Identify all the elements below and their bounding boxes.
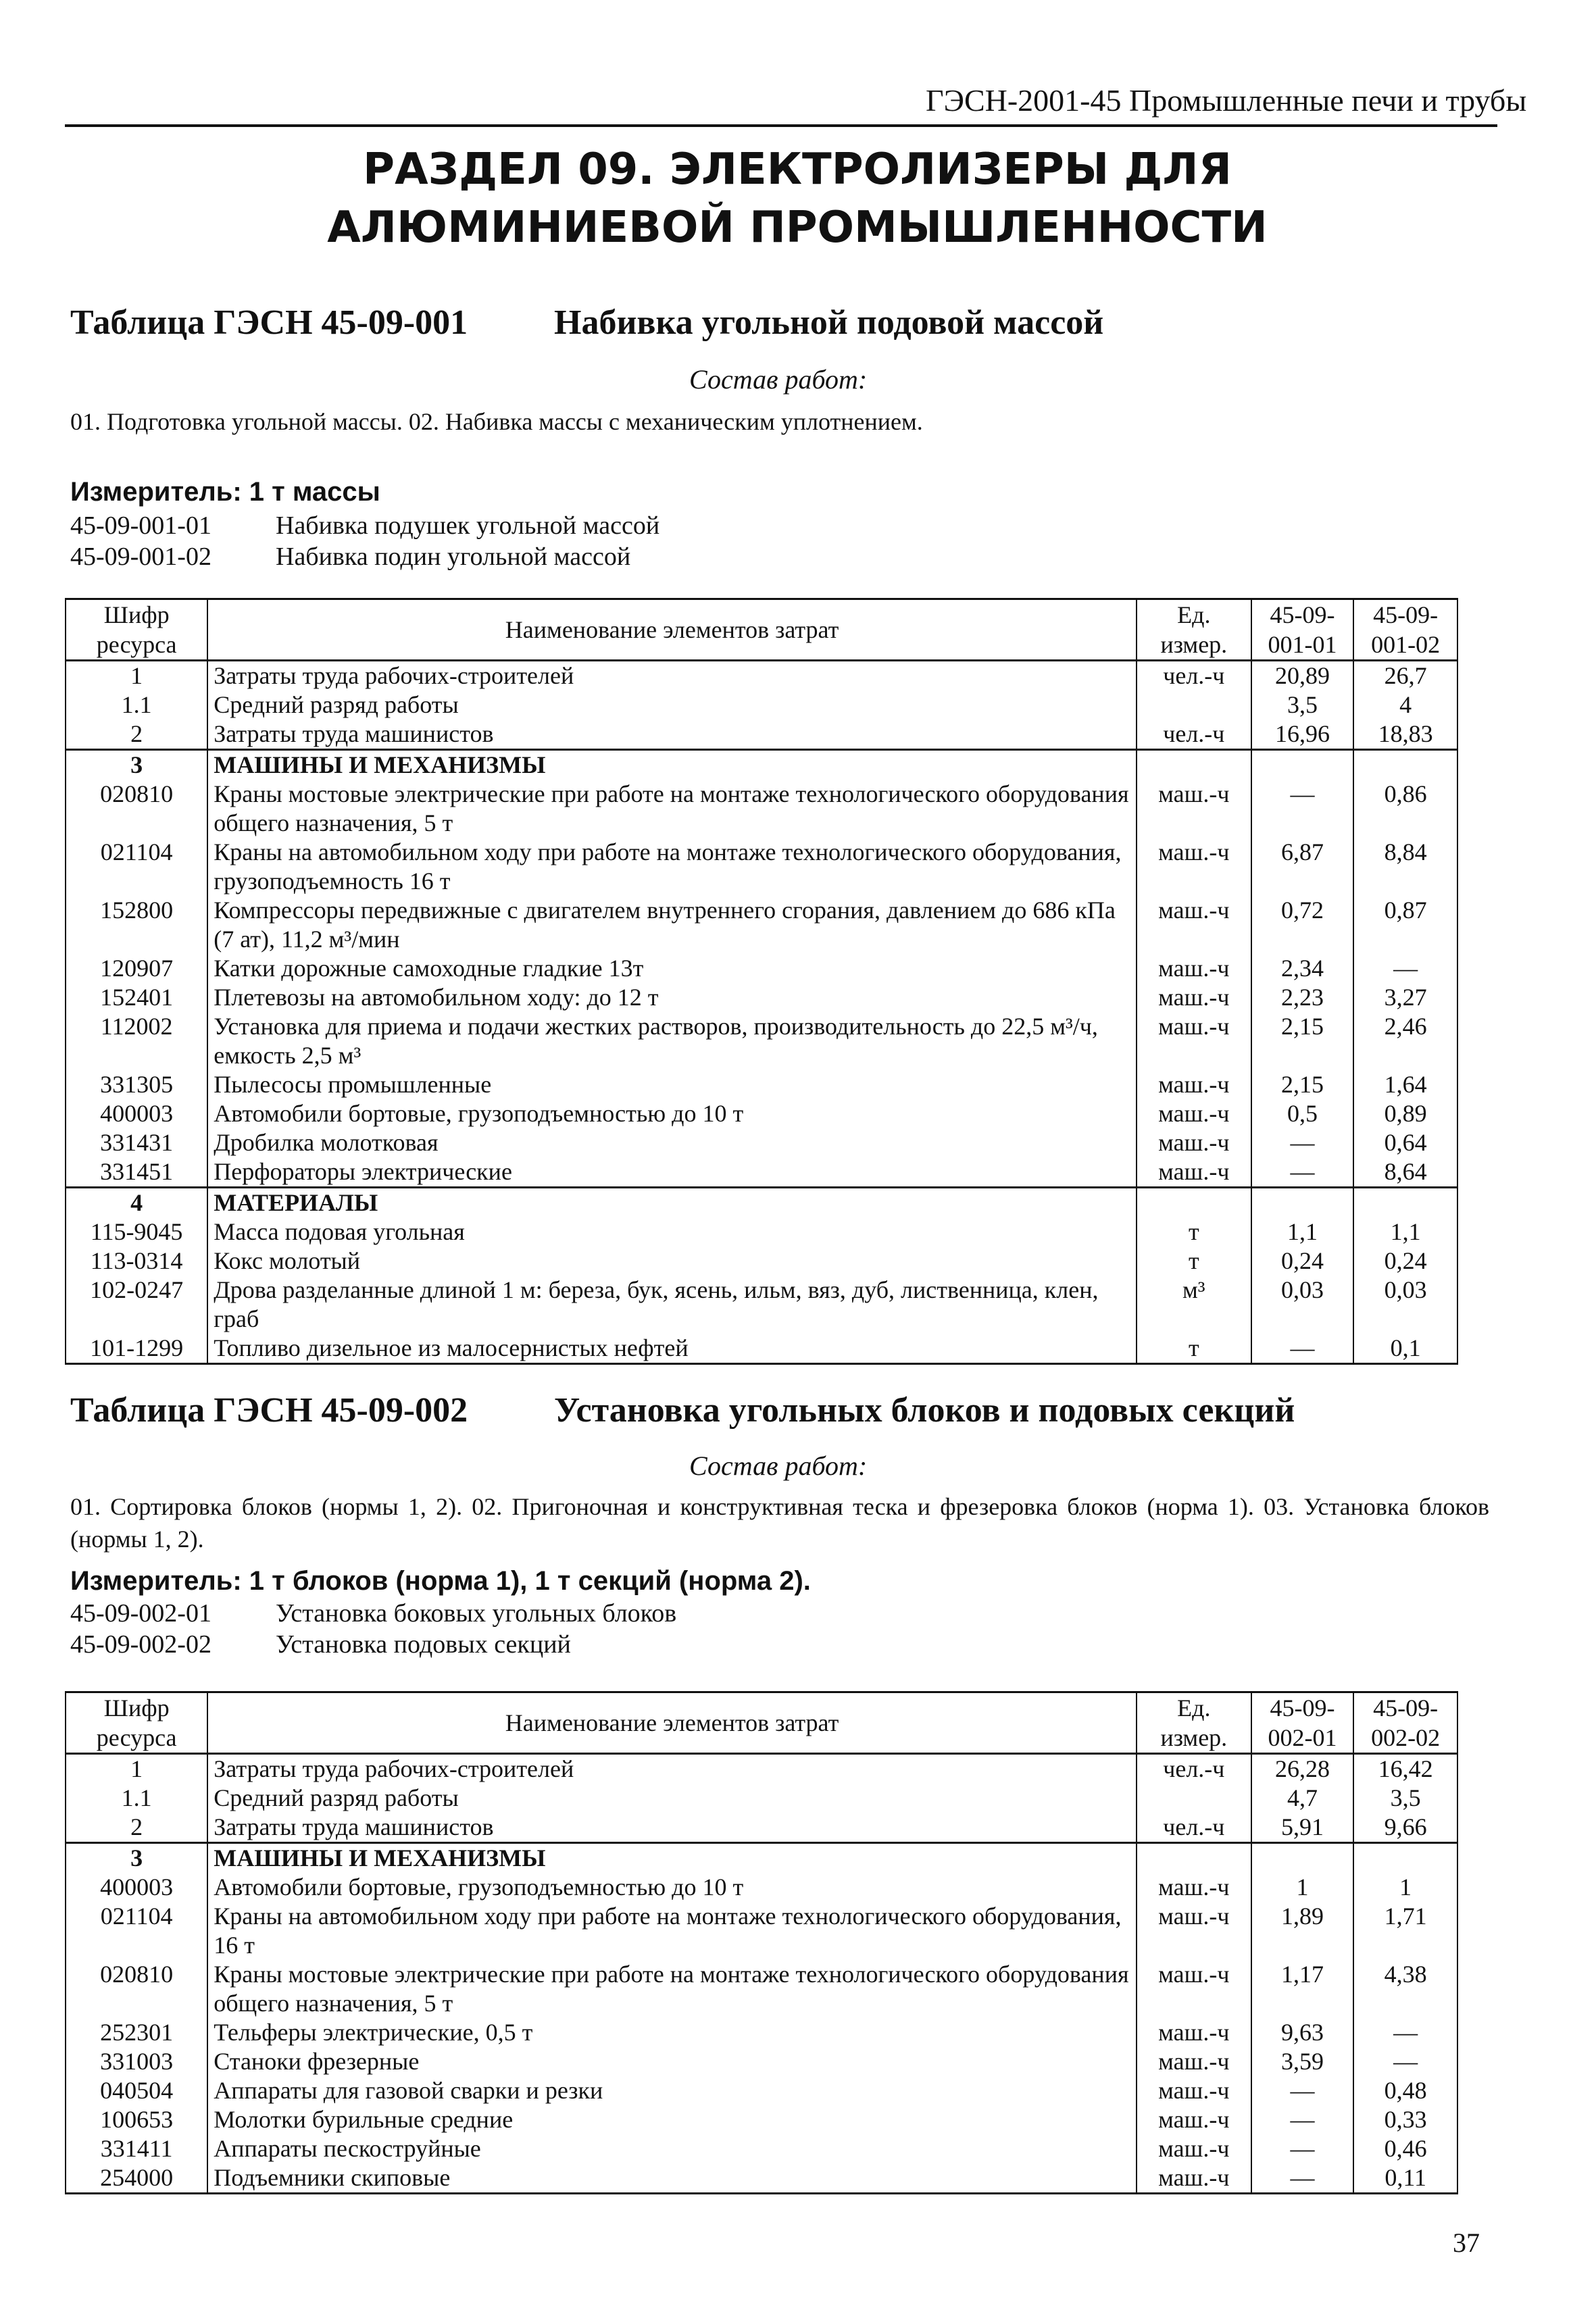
norm-code: 45-09-002-02: [70, 1630, 211, 1659]
table-row: 331305 Пылесосы промышленные маш.-ч 2,15 1,64: [66, 1070, 1457, 1099]
norm-code: 45-09-002-01: [70, 1599, 211, 1628]
table2-composition-label: Состав работ:: [689, 1451, 868, 1481]
table-row-group-machines: 3 МАШИНЫ И МЕХАНИЗМЫ: [66, 1843, 1457, 1873]
table2-code-row-1: [70, 1599, 676, 1628]
table-row: 100653 Молотки бурильные средние маш.-ч — 0,33: [66, 2105, 1457, 2134]
table-row: 101-1299 Топливо дизельное из малосернистых нефтей т — 0,1: [66, 1334, 1457, 1364]
table1-code-row-1: [70, 511, 659, 540]
table-row: 020810 Краны мостовые электрические при работе на монтаже технологического оборудования общего назначения, 5 т маш.-ч 1,17 4,38: [66, 1960, 1457, 2018]
section-title-line-2: АЛЮМИНИЕВОЙ ПРОМЫШЛЕННОСТИ: [327, 203, 1268, 253]
section-title-line-1: РАЗДЕЛ 09. ЭЛЕКТРОЛИЗЕРЫ ДЛЯ: [363, 145, 1232, 195]
table2-unit: Измеритель: 1 т блоков (норма 1), 1 т секций (норма 2).: [70, 1566, 811, 1596]
table1-code-row-2: [70, 542, 630, 572]
table2-code-row-2: [70, 1630, 571, 1659]
table-row: 120907 Катки дорожные самоходные гладкие 13т маш.-ч 2,34 —: [66, 954, 1457, 983]
table1-composition-label: Состав работ:: [689, 364, 868, 395]
table-row: 252301 Тельферы электрические, 0,5 т маш.-ч 9,63 —: [66, 2018, 1457, 2047]
col-header-norm-2: 45-09- 002-02: [1353, 1692, 1457, 1754]
running-header: ГЭСН-2001-45 Промышленные печи и трубы: [926, 83, 1527, 118]
table-row: 2 Затраты труда машинистов чел.-ч 5,91 9,66: [66, 1813, 1457, 1843]
table-row: 021104 Краны на автомобильном ходу при работе на монтаже технологического оборудования, грузоподъемность 16 т маш.-ч 6,87 8,84: [66, 838, 1457, 896]
table-row: 020810 Краны мостовые электрические при работе на монтаже технологического оборудования общего назначения, 5 т маш.-ч — 0,86: [66, 780, 1457, 838]
table-row: 021104 Краны на автомобильном ходу при работе на монтаже технологического оборудования, 16 т маш.-ч 1,89 1,71: [66, 1902, 1457, 1960]
col-header-norm-2: 45-09- 001-02: [1353, 599, 1457, 661]
col-header-unit: Ед. измер.: [1137, 1692, 1251, 1754]
table-header-row: [66, 1692, 1457, 1754]
table1-unit: Измеритель: 1 т массы: [70, 477, 380, 507]
table-row: 254000 Подъемники скиповые маш.-ч — 0,11: [66, 2163, 1457, 2194]
norm-code: 45-09-001-02: [70, 543, 211, 571]
section-title: [81, 141, 1514, 257]
table-row: 2 Затраты труда машинистов чел.-ч 16,96 18,83: [66, 720, 1457, 750]
table-row: 331431 Дробилка молотковая маш.-ч — 0,64: [66, 1128, 1457, 1157]
table2-label: Таблица ГЭСН 45-09-002: [70, 1391, 468, 1430]
norm-code: 45-09-001-01: [70, 511, 211, 540]
table-row: 115-9045 Масса подовая угольная т 1,1 1,1: [66, 1217, 1457, 1247]
table-row: 040504 Аппараты для газовой сварки и резки маш.-ч — 0,48: [66, 2076, 1457, 2105]
table2-grid: [65, 1691, 1458, 2194]
norm-name: Установка боковых угольных блоков: [276, 1599, 677, 1628]
norm-name: Набивка подин угольной массой: [276, 543, 631, 571]
table-row: 400003 Автомобили бортовые, грузоподъемностью до 10 т маш.-ч 0,5 0,89: [66, 1099, 1457, 1128]
table1-name: Набивка угольной подовой массой: [554, 303, 1104, 342]
table1-label: Таблица ГЭСН 45-09-001: [70, 303, 468, 342]
table-row: 152401 Плетевозы на автомобильном ходу: до 12 т маш.-ч 2,23 3,27: [66, 983, 1457, 1012]
table-row: 400003 Автомобили бортовые, грузоподъемностью до 10 т маш.-ч 1 1: [66, 1873, 1457, 1902]
table-row: 113-0314 Кокс молотый т 0,24 0,24: [66, 1247, 1457, 1276]
table2-composition-text: 01. Сортировка блоков (нормы 1, 2). 02. Пригоночная и конструктивная теска и фрезеровка блоков (норма 1). 03. Установка блоков (нормы 1, 2).: [70, 1493, 1489, 1553]
table1-grid: [65, 598, 1458, 1365]
page-number: 37: [1453, 2228, 1480, 2258]
table-row: 112002 Установка для приема и подачи жестких растворов, производительность до 22,5 м³/ч, емкость 2,5 м³ маш.-ч 2,15 2,46: [66, 1012, 1457, 1070]
table-row-group-materials: 4 МАТЕРИАЛЫ: [66, 1188, 1457, 1218]
norm-name: Набивка подушек угольной массой: [276, 511, 660, 540]
table-row: 1.1 Средний разряд работы 4,7 3,5: [66, 1784, 1457, 1813]
col-header-code: Шифр ресурса: [66, 599, 207, 661]
table-row: 1.1 Средний разряд работы 3,5 4: [66, 690, 1457, 720]
table-row: 331451 Перфораторы электрические маш.-ч — 8,64: [66, 1157, 1457, 1188]
table-row: 1 Затраты труда рабочих-строителей чел.-ч 20,89 26,7: [66, 661, 1457, 691]
table-row: 331003 Станоки фрезерные маш.-ч 3,59 —: [66, 2047, 1457, 2076]
table-header-row: [66, 599, 1457, 661]
table2-name: Установка угольных блоков и подовых секций: [554, 1391, 1295, 1430]
table1-composition-text: 01. Подготовка угольной массы. 02. Набивка массы с механическим уплотнением.: [70, 408, 923, 435]
col-header-norm-1: 45-09- 001-01: [1251, 599, 1354, 661]
table-row: 102-0247 Дрова разделанные длиной 1 м: береза, бук, ясень, ильм, вяз, дуб, лиственница, клен, граб м³ 0,03 0,03: [66, 1276, 1457, 1334]
header-rule: [65, 124, 1497, 127]
norm-name: Установка подовых секций: [276, 1630, 571, 1659]
table-row: 1 Затраты труда рабочих-строителей чел.-ч 26,28 16,42: [66, 1754, 1457, 1784]
table-row: 331411 Аппараты пескоструйные маш.-ч — 0,46: [66, 2134, 1457, 2163]
table-row: 152800 Компрессоры передвижные с двигателем внутреннего сгорания, давлением до 686 кПа (7 ат), 11,2 м³/мин маш.-ч 0,72 0,87: [66, 896, 1457, 954]
table-row-group-machines: 3 МАШИНЫ И МЕХАНИЗМЫ: [66, 750, 1457, 780]
col-header-name: Наименование элементов затрат: [207, 599, 1137, 661]
col-header-name: Наименование элементов затрат: [207, 1692, 1137, 1754]
col-header-norm-1: 45-09- 002-01: [1251, 1692, 1354, 1754]
col-header-unit: Ед. измер.: [1137, 599, 1251, 661]
col-header-code: Шифр ресурса: [66, 1692, 207, 1754]
